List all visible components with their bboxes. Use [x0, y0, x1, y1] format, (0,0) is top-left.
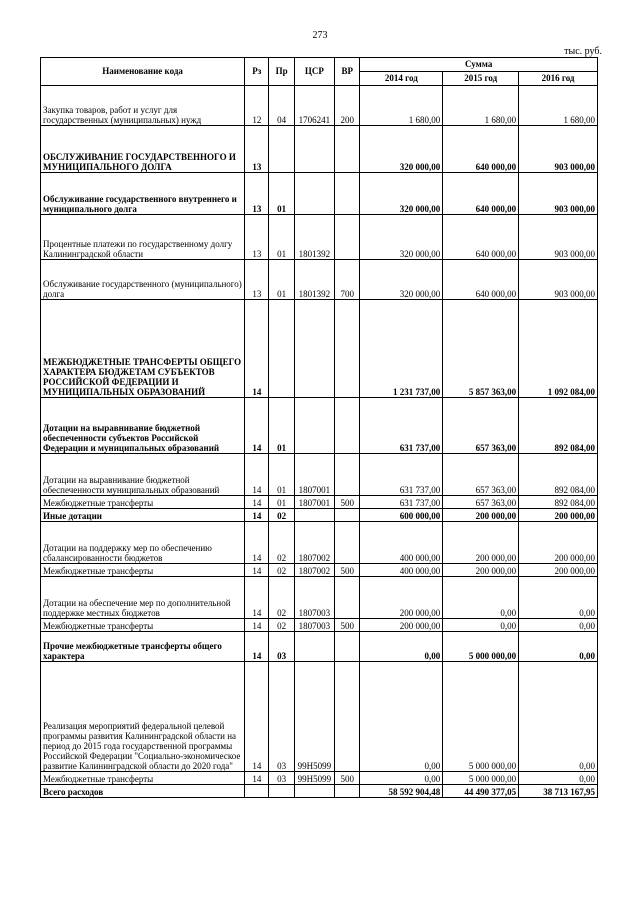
table-header — [41, 58, 598, 86]
row-csr: 1807002 — [294, 564, 334, 577]
row-2015: 657 363,00 — [443, 454, 519, 496]
total-2014: 58 592 904,48 — [360, 785, 443, 798]
row-csr — [294, 398, 334, 454]
row-rz: 14 — [245, 522, 269, 564]
header-2016: 2016 год — [519, 72, 598, 86]
row-2016: 892 084,00 — [519, 454, 598, 496]
row-2016: 0,00 — [519, 632, 598, 662]
table-row — [41, 300, 598, 398]
row-2014: 200 000,00 — [360, 577, 443, 619]
row-2015: 5 000 000,00 — [443, 772, 519, 785]
row-name: ОБСЛУЖИВАНИЕ ГОСУДАРСТВЕННОГО И МУНИЦИПАЛЬНОГО ДОЛГА — [41, 126, 245, 173]
row-rz: 13 — [245, 173, 269, 215]
row-2016: 0,00 — [519, 577, 598, 619]
row-2014: 600 000,00 — [360, 509, 443, 522]
header-2014: 2014 год — [360, 72, 443, 86]
row-csr — [294, 126, 334, 173]
total-row — [41, 785, 598, 798]
row-rz: 14 — [245, 619, 269, 632]
table-row — [41, 496, 598, 509]
row-pr: 03 — [269, 662, 294, 772]
row-pr: 02 — [269, 577, 294, 619]
row-2014: 320 000,00 — [360, 126, 443, 173]
row-rz: 13 — [245, 215, 269, 260]
row-pr: 01 — [269, 260, 294, 300]
row-vr: 500 — [335, 496, 360, 509]
row-pr: 02 — [269, 619, 294, 632]
row-rz: 14 — [245, 300, 269, 398]
header-sum: Сумма — [360, 58, 598, 72]
row-2015: 200 000,00 — [443, 509, 519, 522]
row-vr: 700 — [335, 260, 360, 300]
row-vr — [335, 454, 360, 496]
row-pr: 02 — [269, 509, 294, 522]
row-rz: 12 — [245, 86, 269, 126]
row-name: Обслуживание государственного (муниципального) долга — [41, 260, 245, 300]
row-vr — [335, 632, 360, 662]
row-2014: 631 737,00 — [360, 496, 443, 509]
row-2016: 0,00 — [519, 772, 598, 785]
row-csr: 1807003 — [294, 619, 334, 632]
row-name: МЕЖБЮДЖЕТНЫЕ ТРАНСФЕРТЫ ОБЩЕГО ХАРАКТЕРА БЮДЖЕТАМ СУБЪЕКТОВ РОССИЙСКОЙ ФЕДЕРАЦИИ И МУНИЦИПАЛЬНЫХ ОБРАЗОВАНИЙ — [41, 300, 245, 398]
row-csr: 99Н5099 — [294, 772, 334, 785]
row-2014: 320 000,00 — [360, 215, 443, 260]
row-name: Реализация мероприятий федеральной целевой программы развития Калининградской области на период до 2015 года государственной программы Российской Федерации "Социально-экономическое развитие Калининградской области до 2020 года" — [41, 662, 245, 772]
row-csr: 1807003 — [294, 577, 334, 619]
row-vr — [335, 662, 360, 772]
row-rz: 13 — [245, 260, 269, 300]
row-rz: 14 — [245, 454, 269, 496]
table-row — [41, 632, 598, 662]
row-2016: 892 084,00 — [519, 398, 598, 454]
row-name: Межбюджетные трансферты — [41, 496, 245, 509]
row-csr: 1801392 — [294, 260, 334, 300]
row-2016: 903 000,00 — [519, 215, 598, 260]
row-name: Дотации на выравнивание бюджетной обеспеченности субъектов Российской Федерации и муниципальных образований — [41, 398, 245, 454]
row-vr — [335, 126, 360, 173]
table-row — [41, 619, 598, 632]
row-2014: 0,00 — [360, 662, 443, 772]
row-pr: 02 — [269, 564, 294, 577]
row-vr — [335, 577, 360, 619]
total-2015: 44 490 377,05 — [443, 785, 519, 798]
row-vr: 500 — [335, 619, 360, 632]
row-csr — [294, 300, 334, 398]
row-2015: 640 000,00 — [443, 173, 519, 215]
header-2015: 2015 год — [443, 72, 519, 86]
row-vr — [335, 173, 360, 215]
row-2015: 640 000,00 — [443, 126, 519, 173]
row-rz — [245, 785, 269, 798]
header-pr: Пр — [269, 58, 294, 86]
row-vr — [335, 509, 360, 522]
units-label: тыс. руб. — [564, 46, 602, 57]
row-vr: 500 — [335, 564, 360, 577]
row-2014: 1 231 737,00 — [360, 300, 443, 398]
row-2015: 1 680,00 — [443, 86, 519, 126]
row-2014: 200 000,00 — [360, 619, 443, 632]
row-2014: 631 737,00 — [360, 454, 443, 496]
header-name: Наименование кода — [41, 58, 245, 86]
row-2014: 631 737,00 — [360, 398, 443, 454]
row-rz: 14 — [245, 632, 269, 662]
row-rz: 14 — [245, 564, 269, 577]
row-csr — [294, 785, 334, 798]
row-vr — [335, 300, 360, 398]
row-pr: 01 — [269, 496, 294, 509]
row-pr: 03 — [269, 632, 294, 662]
row-2014: 0,00 — [360, 632, 443, 662]
row-pr: 02 — [269, 522, 294, 564]
row-2014: 320 000,00 — [360, 260, 443, 300]
table-row — [41, 126, 598, 173]
row-2016: 903 000,00 — [519, 260, 598, 300]
row-name: Межбюджетные трансферты — [41, 564, 245, 577]
row-2016: 200 000,00 — [519, 522, 598, 564]
table-row — [41, 173, 598, 215]
row-2016: 1 092 084,00 — [519, 300, 598, 398]
row-2015: 657 363,00 — [443, 398, 519, 454]
row-2016: 1 680,00 — [519, 86, 598, 126]
row-name: Процентные платежи по государственному долгу Калининградской области — [41, 215, 245, 260]
table-row — [41, 577, 598, 619]
row-csr: 1801392 — [294, 215, 334, 260]
header-vr: ВР — [335, 58, 360, 86]
row-pr: 03 — [269, 772, 294, 785]
row-2015: 5 857 363,00 — [443, 300, 519, 398]
row-pr — [269, 126, 294, 173]
table-row — [41, 522, 598, 564]
row-rz: 14 — [245, 398, 269, 454]
row-2014: 320 000,00 — [360, 173, 443, 215]
row-2014: 400 000,00 — [360, 564, 443, 577]
row-pr: 01 — [269, 454, 294, 496]
row-name: Прочие межбюджетные трансферты общего характера — [41, 632, 245, 662]
table-row — [41, 215, 598, 260]
row-pr — [269, 785, 294, 798]
row-pr: 01 — [269, 173, 294, 215]
total-label: Всего расходов — [41, 785, 245, 798]
row-rz: 14 — [245, 772, 269, 785]
row-2015: 0,00 — [443, 619, 519, 632]
row-2015: 640 000,00 — [443, 215, 519, 260]
table-row — [41, 454, 598, 496]
row-pr: 04 — [269, 86, 294, 126]
row-csr — [294, 632, 334, 662]
row-rz: 14 — [245, 577, 269, 619]
row-2014: 0,00 — [360, 772, 443, 785]
row-rz: 14 — [245, 662, 269, 772]
header-csr: ЦСР — [294, 58, 334, 86]
row-csr: 1807001 — [294, 496, 334, 509]
row-2016: 903 000,00 — [519, 173, 598, 215]
row-2015: 5 000 000,00 — [443, 632, 519, 662]
row-csr: 1807001 — [294, 454, 334, 496]
header-rz: Рз — [245, 58, 269, 86]
row-name: Дотации на выравнивание бюджетной обеспеченности муниципальных образований — [41, 454, 245, 496]
table-row — [41, 398, 598, 454]
row-2015: 200 000,00 — [443, 522, 519, 564]
page-number: 273 — [312, 30, 328, 41]
table-row — [41, 509, 598, 522]
table-row — [41, 772, 598, 785]
row-pr — [269, 300, 294, 398]
row-2014: 400 000,00 — [360, 522, 443, 564]
row-vr — [335, 215, 360, 260]
row-2016: 903 000,00 — [519, 126, 598, 173]
row-2016: 0,00 — [519, 662, 598, 772]
row-2015: 5 000 000,00 — [443, 662, 519, 772]
row-name: Межбюджетные трансферты — [41, 619, 245, 632]
row-vr: 200 — [335, 86, 360, 126]
row-2015: 657 363,00 — [443, 496, 519, 509]
row-2014: 1 680,00 — [360, 86, 443, 126]
row-csr: 1807002 — [294, 522, 334, 564]
row-name: Дотации на обеспечение мер по дополнительной поддержке местных бюджетов — [41, 577, 245, 619]
table-row — [41, 662, 598, 772]
row-2015: 200 000,00 — [443, 564, 519, 577]
table-row — [41, 86, 598, 126]
row-name: Обслуживание государственного внутреннего и муниципального долга — [41, 173, 245, 215]
row-name: Иные дотации — [41, 509, 245, 522]
row-pr: 01 — [269, 398, 294, 454]
budget-table — [40, 57, 598, 798]
total-2016: 38 713 167,95 — [519, 785, 598, 798]
row-vr: 500 — [335, 772, 360, 785]
row-rz: 14 — [245, 496, 269, 509]
row-2016: 892 084,00 — [519, 496, 598, 509]
row-csr — [294, 509, 334, 522]
table-row — [41, 260, 598, 300]
row-csr: 1706241 — [294, 86, 334, 126]
row-2016: 200 000,00 — [519, 509, 598, 522]
table-row — [41, 564, 598, 577]
row-2016: 0,00 — [519, 619, 598, 632]
row-name: Закупка товаров, работ и услуг для государственных (муниципальных) нужд — [41, 86, 245, 126]
row-csr — [294, 173, 334, 215]
row-name: Межбюджетные трансферты — [41, 772, 245, 785]
row-vr — [335, 522, 360, 564]
row-2015: 640 000,00 — [443, 260, 519, 300]
row-vr — [335, 785, 360, 798]
row-pr: 01 — [269, 215, 294, 260]
row-rz: 13 — [245, 126, 269, 173]
row-csr: 99Н5099 — [294, 662, 334, 772]
row-rz: 14 — [245, 509, 269, 522]
row-2016: 200 000,00 — [519, 564, 598, 577]
row-vr — [335, 398, 360, 454]
row-name: Дотации на поддержку мер по обеспечению сбалансированности бюджетов — [41, 522, 245, 564]
row-2015: 0,00 — [443, 577, 519, 619]
